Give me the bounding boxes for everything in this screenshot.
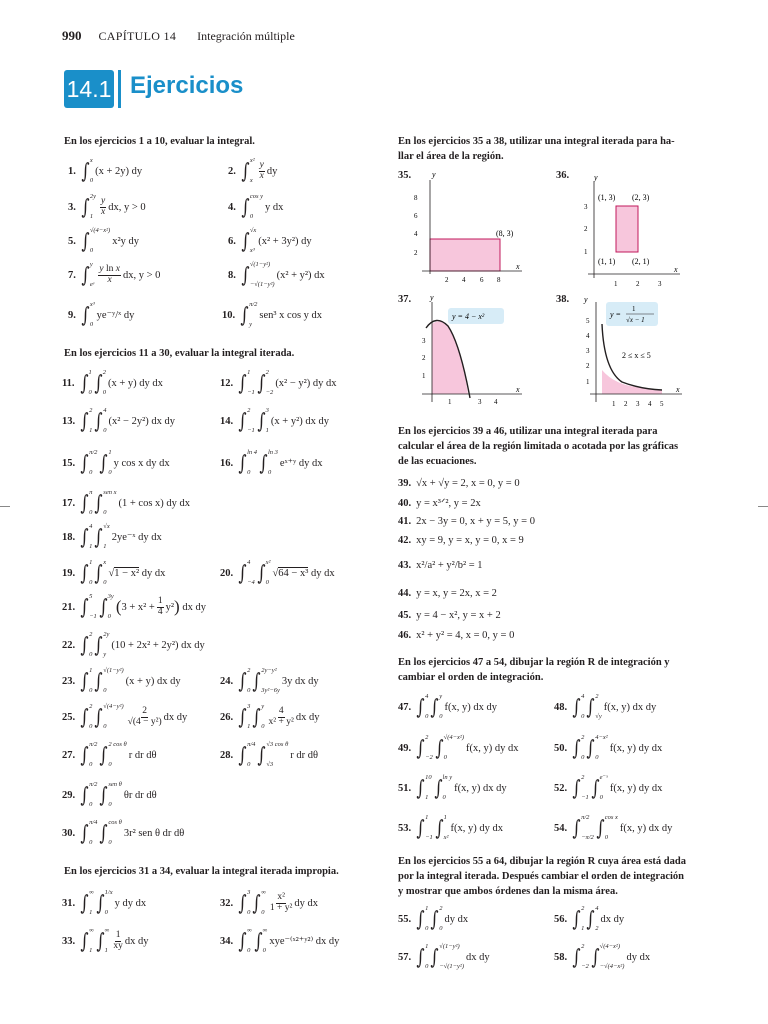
graph-37-xlabel: x (516, 385, 520, 394)
graph-38-ylabel: y (584, 295, 588, 304)
exercise-31: 31. ∫ ∞ 1 ∫ 1/x 0 y dy dx (62, 889, 147, 916)
graph-38-curve-label-num: 1 (632, 305, 636, 313)
exercise-57: 57. ∫ 1 0 ∫ √(1−y²) −√(1−y²) dx dy (398, 943, 490, 970)
exercise-46: 46. x² + y² = 4, x = 0, y = 0 (398, 630, 515, 641)
exercise-23: 23. ∫ 1 0 ∫ √(1−y²) 0 (x + y) dx dy (62, 667, 181, 694)
graph-38-region (602, 370, 662, 394)
graph-38-ytick: 2 (586, 362, 590, 370)
instruction-31-34: En los ejercicios 31 a 34, evaluar la integral iterada impropia. (64, 866, 339, 877)
graph-35-ylabel: y (432, 170, 436, 179)
exercise-43: 43. x²/a² + y²/b² = 1 (398, 560, 483, 571)
exercise-48: 48. ∫ 4 0 ∫ 2 √y f(x, y) dx dy (554, 693, 657, 720)
graph-38-xtick: 5 (660, 400, 664, 408)
exercise-37-label: 37. (398, 294, 412, 305)
exercise-8: 8. ∫ √(1−y²) −√(1−y²) (x² + y²) dx (228, 261, 325, 288)
exercise-33: 33. ∫ ∞ 1 ∫ ∞ 1 $\frac{1}{xy}$ dx dy (62, 927, 149, 954)
graph-37-curve-label: y = 4 − x² (452, 312, 485, 321)
exercise-58: 58. ∫ 2 −2 ∫ √(4−x²) −√(4−x²) dy dx (554, 943, 651, 970)
exercise-30: 30. ∫ π/4 0 ∫ cos θ 0 3r² sen θ dr dθ (62, 819, 185, 846)
graph-35-region (430, 239, 500, 271)
graph-37-region (432, 321, 468, 394)
graph-38-xtick: 3 (636, 400, 640, 408)
exercise-13: 13. ∫ 2 1 ∫ 4 0 (x² − 2y²) dx dy (62, 407, 175, 434)
graph-35-ytick: 6 (414, 212, 418, 220)
exercise-42: 42. xy = 9, y = x, y = 0, x = 9 (398, 535, 524, 546)
exercise-3: 3. ∫ 2y 1 $\frac{y}{x}$ dx, y > 0 (68, 193, 146, 220)
exercise-39: 39. √x + √y = 2, x = 0, y = 0 (398, 478, 520, 489)
exercise-15: 15. ∫ π/2 0 ∫ 1 0 y cos x dy dx (62, 449, 170, 476)
graph-36 (570, 170, 688, 288)
instruction-35-38: En los ejercicios 35 a 38, utilizar una integral iterada para ha- llar el área de la región. (398, 136, 675, 162)
graph-37-ytick: 2 (422, 354, 426, 362)
exercise-2: 2. ∫ x² x $\frac{y}{x}$ dy (228, 157, 278, 184)
section-number-badge: 14.1 (64, 70, 114, 108)
graph-35-xtick: 8 (497, 276, 501, 284)
graph-36-region (616, 206, 638, 252)
chapter-label: CAPÍTULO 14 (98, 29, 177, 43)
graph-36-ylabel: y (594, 173, 598, 182)
section-title: Ejercicios (130, 72, 244, 99)
graph-36-xtick: 2 (636, 280, 640, 288)
chapter-title: Integración múltiple (197, 29, 295, 43)
section-divider (118, 70, 121, 108)
exercise-27: 27. ∫ π/2 0 ∫ 2 cos θ 0 r dr dθ (62, 741, 157, 768)
exercise-17: 17. ∫ π 0 ∫ sen x 0 (1 + cos x) dy dx (62, 489, 191, 516)
exercise-4: 4. ∫ cos y 0 y dx (228, 193, 284, 220)
exercise-41: 41. 2x − 3y = 0, x + y = 5, y = 0 (398, 516, 535, 527)
exercise-55: 55. ∫ 1 0 ∫ 2 0 dy dx (398, 905, 469, 932)
graph-35-xtick: 2 (445, 276, 449, 284)
exercise-22: 22. ∫ 2 0 ∫ 2y y (10 + 2x² + 2y²) dx dy (62, 631, 205, 658)
graph-37-ylabel: y (430, 294, 434, 302)
exercise-51: 51. ∫ 10 1 ∫ ln y 0 f(x, y) dx dy (398, 774, 507, 801)
graph-37-ytick: 3 (422, 337, 426, 345)
exercise-35-label: 35. (398, 170, 412, 181)
graph-36-point-label: (2, 1) (632, 257, 650, 266)
exercise-10: 10. ∫ π/2 y sen³ x cos y dx (222, 301, 323, 328)
graph-38-ytick: 5 (586, 317, 590, 325)
graph-36-ytick: 2 (584, 225, 588, 233)
exercise-49: 49. ∫ 2 −2 ∫ √(4−x²) 0 f(x, y) dy dx (398, 734, 519, 761)
graph-38-ytick: 1 (586, 378, 590, 386)
graph-38 (570, 294, 688, 414)
graph-35-ytick: 2 (414, 249, 418, 257)
exercise-20: 20. ∫ 4 −4 ∫ x² 0 √64 − x³ dy dx (220, 559, 335, 586)
exercise-34: 34. ∫ ∞ 0 ∫ ∞ 0 xye⁻⁽ˣ²⁺ʸ²⁾ dx dy (220, 927, 340, 954)
page-number: 990 (62, 28, 82, 43)
graph-35 (412, 170, 532, 288)
instruction-11-30: En los ejercicios 11 a 30, evaluar la integral iterada. (64, 348, 295, 359)
graph-37 (412, 294, 532, 410)
exercise-9: 9. ∫ x³ 0 ye⁻ʸ/ˣ dy (68, 301, 135, 328)
crop-mark-left (0, 506, 10, 507)
exercise-26: 26. ∫ 3 1 ∫ y 0 $\frac{4}{\text{x² + y²}}$ dx dy (220, 703, 320, 730)
exercise-53: 53. ∫ 1 −1 ∫ 1 x² f(x, y) dy dx (398, 814, 504, 841)
exercise-52: 52. ∫ 2 −1 ∫ e⁻ˣ 0 f(x, y) dy dx (554, 774, 663, 801)
exercise-56: 56. ∫ 2 1 ∫ 4 2 dx dy (554, 905, 625, 932)
exercise-40: 40. y = x³ᐟ², y = 2x (398, 497, 481, 509)
graph-36-point-label: (1, 1) (598, 257, 616, 266)
exercise-29: 29. ∫ π/2 0 ∫ sen θ 0 θr dr dθ (62, 781, 157, 808)
instruction-39-46: En los ejercicios 39 a 46, utilizar una integral iterada para calcular el área de la región limitada o acotada por las gráficas de las ecuaciones. (398, 426, 679, 467)
graph-38-curve-label-lhs: y = (610, 310, 621, 319)
exercise-28: 28. ∫ π/4 0 ∫ √3 cos θ √3 r dr dθ (220, 741, 319, 768)
graph-36-ytick: 1 (584, 248, 588, 256)
exercise-45: 45. y = 4 − x², y = x + 2 (398, 610, 501, 621)
exercise-5: 5. ∫ √(4−x²) 0 x²y dy (68, 227, 139, 254)
graph-37-xtick: 1 (448, 398, 452, 406)
exercise-25: 25. ∫ 2 0 ∫ √(4−y²) 0 $\frac{2}{\text{√(4 − y²)}}$ dx dy (62, 703, 188, 730)
graph-38-xtick: 2 (624, 400, 628, 408)
exercise-38-label: 38. (556, 294, 570, 305)
exercise-18: 18. ∫ 4 1 ∫ √x 1 2ye⁻ˣ dy dx (62, 523, 162, 550)
graph-36-point-label: (1, 3) (598, 193, 616, 202)
graph-36-ytick: 3 (584, 203, 588, 211)
crop-mark-right (758, 506, 768, 507)
instruction-1-10: En los ejercicios 1 a 10, evaluar la integral. (64, 136, 255, 147)
exercise-14: 14. ∫ 2 −1 ∫ 3 1 (x + y²) dx dy (220, 407, 329, 434)
exercise-47: 47. ∫ 4 0 ∫ y 0 f(x, y) dx dy (398, 693, 498, 720)
exercise-50: 50. ∫ 2 0 ∫ 4−x² 0 f(x, y) dy dx (554, 734, 663, 761)
exercise-11: 11. ∫ 1 0 ∫ 2 0 (x + y) dy dx (62, 369, 163, 396)
graph-37-ytick: 1 (422, 372, 426, 380)
graph-38-curve-label-den: √x − 1 (626, 316, 645, 324)
graph-35-xlabel: x (516, 262, 520, 271)
graph-38-ytick: 4 (586, 332, 590, 340)
exercise-54: 54. ∫ π/2 −π/2 ∫ cos x 0 f(x, y) dx dy (554, 814, 673, 841)
graph-38-xlabel: x (676, 385, 680, 394)
instruction-55-64: En los ejercicios 55 a 64, dibujar la región R cuya área está dada por la integral iterada. Después cambiar el orden de integración y mostrar que ambos órdenes dan la misma área. (398, 856, 686, 897)
graph-36-xtick: 1 (614, 280, 618, 288)
graph-38-ytick: 3 (586, 347, 590, 355)
graph-38-xtick: 1 (612, 400, 616, 408)
exercise-16: 16. ∫ ln 4 0 ∫ ln 3 0 eˣ⁺ʸ dy dx (220, 449, 323, 476)
graph-37-xtick: 4 (494, 398, 498, 406)
graph-35-xtick: 6 (480, 276, 484, 284)
exercise-1: 1. ∫ x 0 (x + 2y) dy (68, 157, 143, 184)
exercise-7: 7. ∫ y eʸ $\frac{\text{y ln x}}{x}$ dx, y > 0 (68, 261, 161, 288)
graph-37-xtick: 3 (478, 398, 482, 406)
exercise-32: 32. ∫ 3 0 ∫ ∞ 0 $\frac{\text{x²}}{\text{1 + y²}}$ dy dx (220, 889, 319, 916)
exercise-44: 44. y = x, y = 2x, x = 2 (398, 588, 497, 599)
graph-36-xtick: 3 (658, 280, 662, 288)
exercise-36-label: 36. (556, 170, 570, 181)
graph-35-point-label: (8, 3) (496, 229, 514, 238)
exercise-19: 19. ∫ 1 0 ∫ x 0 √1 − x² dy dx (62, 559, 166, 586)
graph-38-condition: 2 ≤ x ≤ 5 (622, 351, 651, 360)
graph-35-ytick: 4 (414, 230, 418, 238)
running-header (62, 28, 295, 44)
exercise-21: 21. ∫ 5 −1 ∫ 3y 0 ( 3 + x² + $\frac{1}{4}$ y² ) dx dy (62, 593, 206, 620)
graph-35-ytick: 8 (414, 194, 418, 202)
exercise-12: 12. ∫ 1 −1 ∫ 2 −2 (x² − y²) dy dx (220, 369, 337, 396)
instruction-47-54: En los ejercicios 47 a 54, dibujar la región R de integración y cambiar el orden de integración. (398, 657, 670, 683)
graph-36-xlabel: x (674, 265, 678, 274)
graph-36-point-label: (2, 3) (632, 193, 650, 202)
exercise-6: 6. ∫ √x x³ (x² + 3y²) dy (228, 227, 312, 254)
graph-38-xtick: 4 (648, 400, 652, 408)
exercise-24: 24. ∫ 2 0 ∫ 2y−y² 3y²−6y 3y dx dy (220, 667, 319, 694)
graph-35-xtick: 4 (462, 276, 466, 284)
